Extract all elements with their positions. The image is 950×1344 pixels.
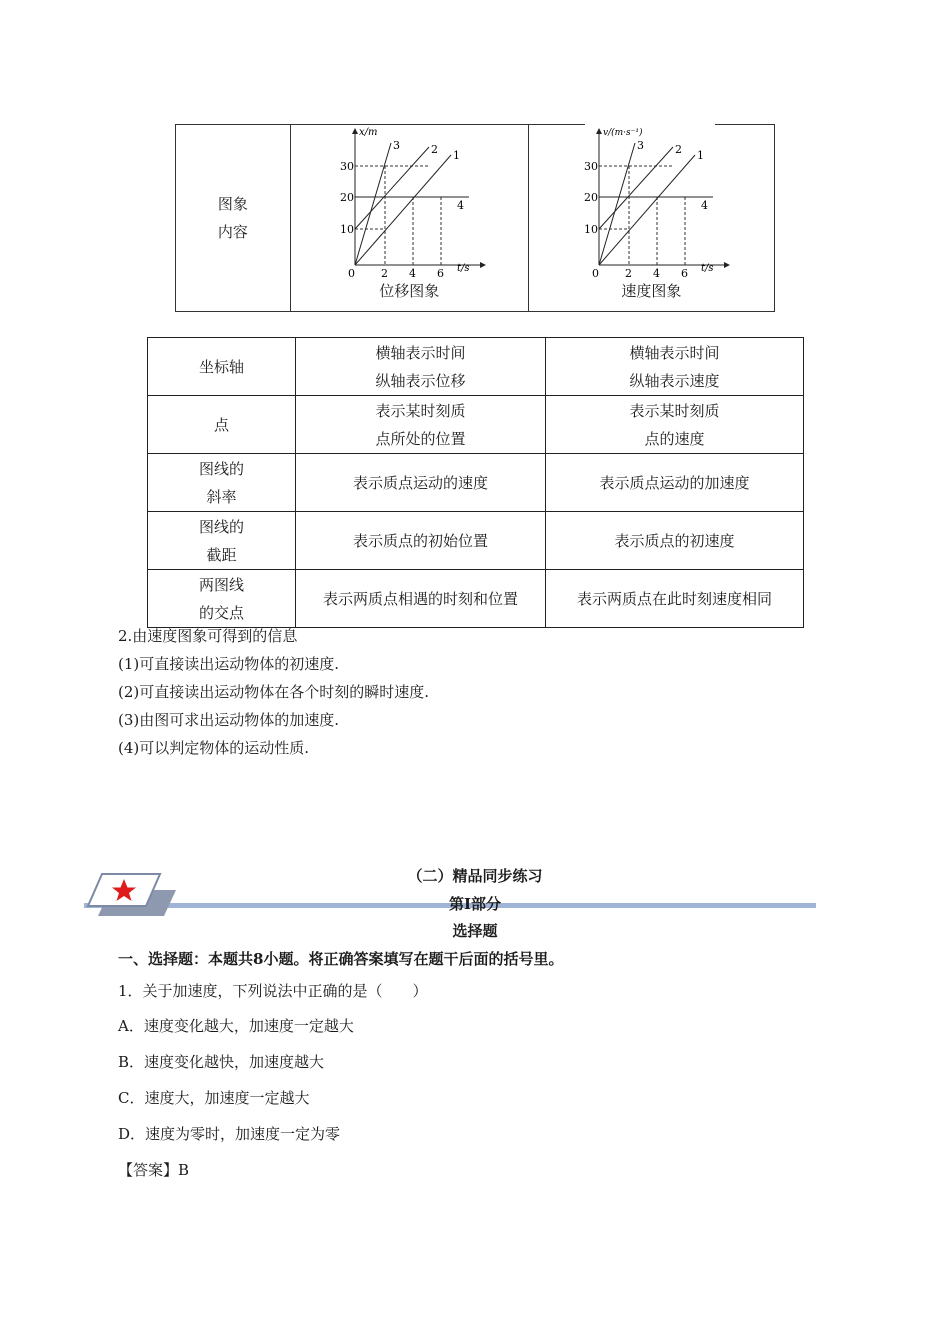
x-tick-2: 2 [380, 267, 388, 280]
y-tick-10: 10 [583, 223, 598, 236]
line-2 [599, 147, 673, 229]
table-row [148, 396, 804, 454]
disp-cell: 横轴表示时间 纵轴表示位移 [296, 338, 546, 396]
section-title: （二）精品同步练习 [407, 867, 543, 885]
graph-table [175, 124, 775, 312]
option-a: A．速度变化越大，加速度一定越大 [118, 1017, 354, 1035]
line-label-3: 3 [392, 139, 400, 152]
x-axis-label: t/s [700, 263, 714, 274]
table-row [148, 338, 804, 396]
x-tick-4: 4 [652, 267, 660, 280]
compare-table [147, 337, 804, 628]
y-tick-20: 20 [583, 191, 598, 204]
displacement-graph [339, 125, 493, 285]
info-item: (4)可以判定物体的运动性质. [118, 739, 310, 757]
y-tick-30: 30 [339, 160, 354, 173]
row-label: 两图线 的交点 [148, 570, 296, 628]
line-label-3: 3 [636, 139, 644, 152]
line-label-2: 2 [430, 143, 438, 156]
line-label-1: 1 [452, 149, 460, 162]
row-label: 点 [148, 396, 296, 454]
info-item: (1)可直接读出运动物体的初速度. [118, 655, 340, 673]
disp-cell: 表示某时刻质 点所处的位置 [296, 396, 546, 454]
vel-cell: 表示两质点在此时刻速度相同 [546, 570, 804, 628]
velocity-graph [583, 125, 737, 285]
row-label: 图线的 斜率 [148, 454, 296, 512]
x-tick-2: 2 [624, 267, 632, 280]
row-label: 坐标轴 [148, 338, 296, 396]
info-item: (2)可直接读出运动物体在各个时刻的瞬时速度. [118, 683, 430, 701]
table-row [148, 454, 804, 512]
section-subtitle: 选择题 [452, 922, 498, 940]
option-d: D．速度为零时，加速度一定为零 [118, 1125, 341, 1143]
table-row [148, 570, 804, 628]
option-c: C．速度大，加速度一定越大 [118, 1089, 310, 1107]
velocity-graph-cell [528, 125, 774, 312]
disp-cell: 表示质点的初始位置 [296, 512, 546, 570]
vel-cell: 表示质点运动的加速度 [546, 454, 804, 512]
vel-cell: 横轴表示时间 纵轴表示速度 [546, 338, 804, 396]
row-label-line2: 内容 [217, 223, 248, 241]
option-b: B．速度变化越快，加速度越大 [118, 1053, 325, 1071]
question-stem: 1．关于加速度，下列说法中正确的是（ ） [118, 982, 428, 1000]
line-2 [355, 147, 429, 229]
line-label-2: 2 [674, 143, 682, 156]
table-row [148, 512, 804, 570]
y-tick-30: 30 [583, 160, 598, 173]
line-1 [599, 155, 695, 265]
line-3 [355, 143, 391, 265]
line-label-1: 1 [696, 149, 704, 162]
info-item: (3)由图可求出运动物体的加速度. [118, 711, 340, 729]
vel-cell: 表示某时刻质 点的速度 [546, 396, 804, 454]
displacement-graph-cell [290, 125, 528, 312]
section-part: 第Ⅰ部分 [448, 895, 502, 913]
x-tick-0: 0 [591, 267, 599, 280]
row-label: 图线的 截距 [148, 512, 296, 570]
displacement-caption: 位移图象 [379, 282, 440, 300]
disp-cell: 表示两质点相遇的时刻和位置 [296, 570, 546, 628]
answer: 【答案】B [118, 1161, 190, 1179]
x-tick-6: 6 [436, 267, 444, 280]
y-axis-label: x/m [358, 127, 378, 138]
y-tick-10: 10 [339, 223, 354, 236]
disp-cell: 表示质点运动的速度 [296, 454, 546, 512]
x-tick-6: 6 [680, 267, 688, 280]
line-1 [355, 155, 451, 265]
vel-cell: 表示质点的初速度 [546, 512, 804, 570]
velocity-caption: 速度图象 [621, 282, 682, 300]
line-label-4: 4 [456, 199, 464, 212]
line-label-4: 4 [700, 199, 708, 212]
x-axis-label: t/s [456, 263, 470, 274]
graph-row-label [176, 125, 291, 312]
y-tick-20: 20 [339, 191, 354, 204]
line-3 [599, 143, 635, 265]
section-instruction: 一、选择题：本题共8小题。将正确答案填写在题干后面的括号里。 [118, 950, 564, 968]
row-label-line1: 图象 [217, 195, 248, 213]
y-axis-label: v/(m·s⁻¹) [602, 128, 643, 138]
x-tick-0: 0 [347, 267, 355, 280]
x-tick-4: 4 [408, 267, 416, 280]
info-heading: 2.由速度图象可得到的信息 [118, 627, 298, 645]
